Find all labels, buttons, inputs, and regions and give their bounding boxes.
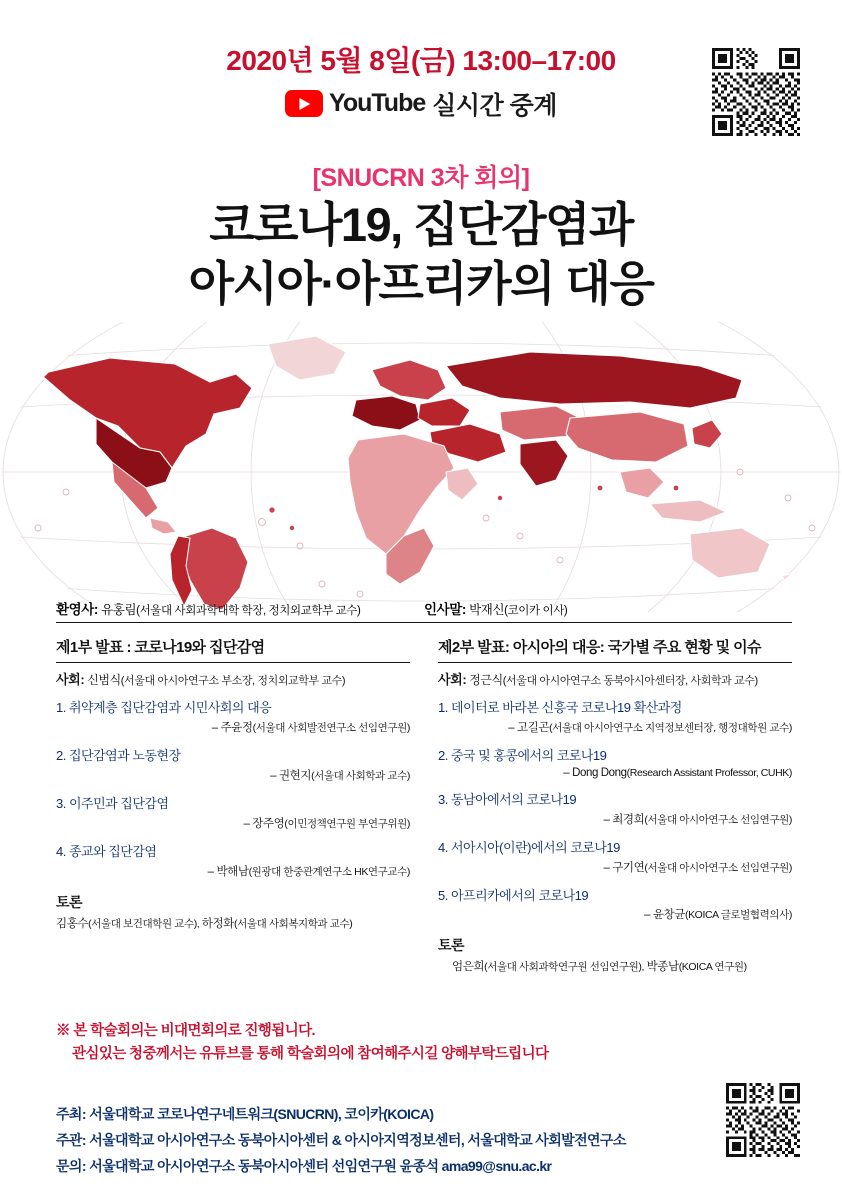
- session-1: [56, 636, 424, 976]
- chair-name: 정근식: [469, 673, 503, 687]
- chair-label: 사회:: [56, 672, 85, 687]
- session-2-heading: 제2부 발표: 아시아의 대응: 국가별 주요 현황 및 이슈: [438, 636, 792, 663]
- talk-speaker: [438, 811, 792, 827]
- talk-speaker: [56, 815, 410, 831]
- speaker-affiliation: (서울대 사회학과 교수): [311, 769, 410, 782]
- discussant-affiliation: (서울대 사회과학연구원 선임연구원),: [484, 961, 647, 974]
- discussant-name: 김홍수: [56, 917, 89, 930]
- talk-title: 2. 중국 및 홍콩에서의 코로나19: [438, 747, 607, 763]
- talk-speaker: [438, 859, 792, 875]
- talk-item: [438, 700, 792, 735]
- talk-title: 1. 데이터로 바라본 신흥국 코로나19 확산과정: [438, 700, 682, 715]
- talk-speaker: [438, 767, 792, 779]
- speaker-name: – 최경희: [603, 813, 645, 826]
- session-2-chair: [438, 669, 792, 688]
- chair-label: 사회:: [438, 672, 467, 687]
- speaker-name: – 박해남: [207, 865, 249, 878]
- region-greenland: [268, 336, 346, 380]
- qr-code-bottom[interactable]: [726, 1083, 800, 1157]
- welcome-label: 환영사:: [56, 602, 99, 617]
- world-map-svg: [0, 322, 842, 612]
- speaker-name: – 고길곤: [508, 721, 550, 734]
- talk-speaker: [56, 719, 410, 735]
- region-horn-of-africa: [446, 468, 478, 500]
- session-1-discussion-heading: 토론: [56, 893, 83, 910]
- qr-code-top[interactable]: [712, 48, 800, 136]
- program-columns: [56, 636, 792, 976]
- speaker-affiliation: (서울대 사회발전연구소 선임연구원): [252, 721, 410, 734]
- talk-speaker: [56, 863, 410, 879]
- talk-item: [56, 700, 410, 735]
- title-line-2: 아시아·아프리카의 대응: [188, 256, 654, 310]
- page-title: [0, 196, 842, 314]
- talk-speaker: [56, 767, 410, 783]
- region-southeast-asia: [620, 468, 664, 498]
- talk-item: [56, 844, 410, 879]
- talk-item: [56, 748, 410, 783]
- talk-title: 2. 집단감염과 노동현장: [56, 747, 181, 763]
- live-label: 실시간 중계: [432, 91, 557, 120]
- speaker-affiliation: (Research Assistant Professor, CUHK): [626, 766, 792, 779]
- speaker-affiliation: (서울대 아시아연구소 선임연구원): [644, 813, 792, 826]
- talk-item: [438, 840, 792, 875]
- welcome-address: [56, 598, 424, 618]
- talk-title: 5. 아프리카에서의 코로나19: [438, 887, 589, 903]
- world-map-graphic: [0, 322, 842, 612]
- session-1-discussants: [56, 917, 410, 933]
- session-2-discussants: [438, 960, 792, 976]
- greeting-row: [56, 598, 792, 623]
- speaker-name: – 구기연: [603, 861, 645, 874]
- speaker-affiliation: (이민정책연구원 부연구위원): [284, 817, 410, 830]
- event-datetime: 2020년 5월 8일(금) 13:00–17:00: [226, 45, 616, 76]
- region-central-america: [150, 518, 176, 534]
- talk-item: [56, 796, 410, 831]
- session-1-chair: [56, 669, 410, 688]
- island-dots: [269, 486, 678, 531]
- region-russia: [446, 352, 742, 408]
- session-2-discussion-heading: 토론: [438, 937, 465, 954]
- region-india: [520, 440, 568, 486]
- region-australia: [690, 528, 770, 578]
- notice-line-2: 관심있는 청중께서는 유튜브를 통해 학술회의에 참여해주시길 양해부탁드립니다: [72, 1046, 549, 1063]
- talk-title: 4. 종교와 집단감염: [56, 843, 157, 859]
- region-new-zealand: [782, 572, 806, 590]
- discussant-affiliation: (서울대 보건대학원 교수),: [88, 917, 202, 930]
- opening-label: 인사말:: [424, 602, 467, 617]
- youtube-play-icon: [285, 90, 323, 117]
- discussant-name: 엄은희: [452, 961, 485, 974]
- region-indonesia: [650, 500, 726, 522]
- region-japan: [692, 420, 722, 448]
- notice-line-1: ※ 본 학술회의는 비대면회의로 진행됩니다.: [56, 1023, 315, 1039]
- speaker-affiliation: (KOICA 글로벌협력의사): [684, 909, 792, 922]
- region-china: [566, 412, 688, 462]
- welcome-name: 유홍림: [101, 603, 137, 617]
- discussant-name: 박종남: [646, 961, 679, 974]
- discussant-affiliation: (서울대 사회복지학과 교수): [233, 917, 353, 930]
- speaker-name: – 주윤정: [211, 721, 253, 734]
- region-africa-north: [348, 434, 454, 554]
- chair-name: 신범식: [87, 673, 121, 687]
- discussant-affiliation: (KOICA 연구원): [678, 961, 747, 974]
- organizer-block: [56, 1102, 716, 1180]
- opening-name: 박재신: [469, 603, 505, 617]
- contact-line: 문의: 서울대학교 아시아연구소 동북아시아센터 선임연구원 윤종석 ama99@snu.ac.kr: [56, 1157, 552, 1174]
- talk-title: 3. 동남아에서의 코로나19: [438, 791, 577, 807]
- speaker-name: – 윤창균: [644, 909, 685, 922]
- talk-item: [438, 888, 792, 923]
- session-2: [424, 636, 792, 976]
- notice-block: [56, 1020, 756, 1066]
- speaker-name: – Dong Dong: [563, 766, 627, 779]
- manage-line: 주관: 서울대학교 아시아연구소 동북아시아센터 & 아시아지역정보센터, 서울대학교 사회발전연구소: [56, 1131, 626, 1148]
- region-scandinavia: [372, 360, 446, 400]
- talk-item: [438, 748, 792, 779]
- opening-remarks: [424, 598, 792, 618]
- youtube-logo: [285, 89, 425, 118]
- youtube-wordmark: YouTube: [329, 89, 426, 118]
- talk-item: [438, 792, 792, 827]
- qr-icon: [712, 48, 800, 136]
- speaker-name: – 권현지: [270, 769, 312, 782]
- opening-affiliation: (코이카 이사): [504, 605, 568, 617]
- series-label: [SNUCRN 3차 회의]: [312, 164, 530, 192]
- title-line-1: 코로나19, 집단감염과: [209, 198, 633, 251]
- speaker-affiliation: (원광대 한중관계연구소 HK연구교수): [248, 865, 410, 878]
- region-eastern-europe: [418, 398, 470, 426]
- qr-icon: [726, 1083, 800, 1157]
- speaker-affiliation: (서울대 아시아연구소 선임연구원): [644, 861, 792, 874]
- host-line: 주최: 서울대학교 코로나연구네트워크(SNUCRN), 코이카(KOICA): [56, 1106, 434, 1122]
- talk-speaker: [438, 906, 792, 922]
- talk-title: 4. 서아시아(이란)에서의 코로나19: [438, 839, 620, 855]
- talk-speaker: [438, 719, 792, 735]
- chair-affiliation: (서울대 아시아연구소 부소장, 정치외교학부 교수): [120, 675, 346, 687]
- talk-title: 1. 취약계층 집단감염과 시민사회의 대응: [56, 700, 272, 715]
- talk-title: 3. 이주민과 집단감염: [56, 795, 169, 811]
- discussant-name: 하정화: [201, 917, 234, 930]
- welcome-affiliation: (서울대 사회과학대학 학장, 정치외교학부 교수): [136, 605, 361, 617]
- chair-affiliation: (서울대 아시아연구소 동북아시아센터장, 사회학과 교수): [502, 675, 758, 687]
- speaker-name: – 장주영: [243, 817, 285, 830]
- session-1-heading: 제1부 발표 : 코로나19와 집단감염: [56, 636, 410, 663]
- region-western-europe: [352, 396, 420, 430]
- speaker-affiliation: (서울대 아시아연구소 지역정보센터장, 행정대학원 교수): [549, 721, 792, 734]
